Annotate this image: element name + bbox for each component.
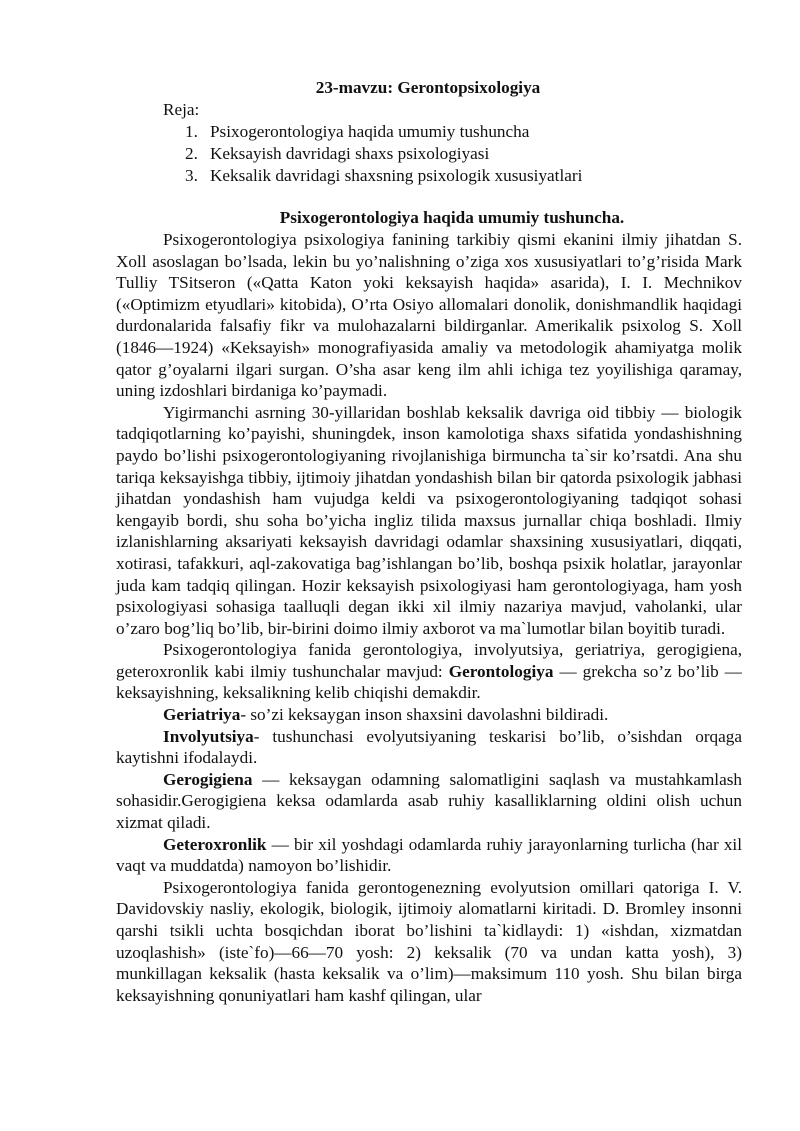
paragraph: Psixogerontologiya psixologiya fanining tarkibiy qismi ekanini ilmiy jihatdan S. Xoll asoslagan bo’lsada, lekin bu yo’nalishning o’ziga xos xususiyatlari to’g’risida Mark Tulliy TSitseron («Qatta Katon yoki keksayish haqida» asarida), I. I. Mechnikov («Optimizm etyudlari» kitobida), O’rta Osiyo allomalari donolik, donishmandlik haqidagi durdonalarida falsafiy fikr va mulohazalarni bildirganlar. Amerikalik psixolog S. Xoll (1846—1924) «Keksayish» monografiyasida amaliy va metodologik ahamiyatga molik qator g’oyalarni ilgari surgan. O’sha asar keng ilm ahli ichiga tez yoyilishiga qaramay, uning izdoshlari birdaniga ko’paymadi. — [116, 230, 742, 401]
term-definition: - tushunchasi evolyutsiyaning teskarisi bo’lib, o’sishdan orqaga kaytishni ifodalaydi. — [116, 726, 742, 768]
term-geriatriya: Geriatriya — [163, 705, 241, 725]
plan-item — [185, 143, 582, 165]
term-geteroxronlik: Geteroxronlik — [163, 834, 267, 854]
paragraph: Yigirmanchi asrning 30-yillaridan boshlab keksalik davriga oid tibbiy — biologik tadqiqotlarning ko’payishi, shuningdek, inson kamolotiga shaxs sifatida yondashishning paydo bo’lishi psixogerontologiyaning rivojlanishiga birmuncha ta`sir ko’rsatdi. Ana shu tariqa keksayishga tibbiy, ijtimoiy jihatdan yondashish bilan bir qatorda psixologik jabhasi jihatdan yondashish ham vujudga keldi va psixogerontologiyaning tadqiqot sohasi kengayib bordi, shu soha bo’yicha ingliz tilida maxsus jurnallar chiqa boshladi. Ilmiy izlanishlarning aksariyati keksayish davridagi odamlar shaxsining xususiyatlari, diqqati, xotirasi, tafakkuri, aql-zakovatiga bag’ishlangan bo’lib, boshqa psixik holatlar, jarayonlar juda kam tadqiq qilingan. Hozir keksayish psixologiyasi ham gerontologiyaga, ham yosh psixologiyasi sohasiga taalluqli degan ikki xil ilmiy nazariya mavjud, vaholanki, ular o’zaro bog’liq bo’lib, bir-birini doimo ilmiy axborot va ma`lumotlar bilan boyitib turadi. — [116, 402, 742, 638]
document-title: 23-mavzu: Gerontopsixologiya — [315, 78, 541, 97]
plan-item-number: 1. — [185, 122, 198, 141]
paragraph-text: Psixogerontologiya fanida gerontologiya, involyutsiya, geriatriya, gerogigiena, geteroxronlik kabi ilmiy tushunchalar mavjud: — [116, 640, 742, 681]
plan-item-text: Psixogerontologiya haqida umumiy tushuncha — [210, 122, 530, 141]
plan-item — [185, 121, 582, 143]
plan-item-number: 3. — [185, 166, 198, 185]
term-definition: — grekcha so’z bo’lib — keksayishning, keksalikning kelib chiqishi demakdir. — [116, 661, 742, 703]
term-gerontologiya: Gerontologiya — [448, 661, 554, 681]
plan-list — [185, 121, 582, 187]
paragraph — [116, 704, 742, 726]
term-definition: - so’zi keksaygan inson shaxsini davolashni bildiradi. — [240, 705, 609, 725]
plan-item-text: Keksayish davridagi shaxs psixologiyasi — [210, 144, 490, 163]
paragraph: Psixogerontologiya fanida gerontogenezning evolyutsion omillari qatoriga I. V. Davidovskiy nasliy, ekologik, biologik, ijtimoiy alomatlarni kiritadi. D. Bromley insonni qarshi tsikli uchta bosqichdan iborat bo’lishini ta`kidlaydi: 1) «ishdan, xizmatdan uzoqlashish» (iste`fo)—66—70 yosh: 2) keksalik (70 va undan katta yosh), 3) munkillagan keksalik (hasta keksalik va o’lim)—maksimum 110 yosh. Shu bilan birga keksayishning qonuniyatlari ham kashf qilingan, ular — [116, 877, 742, 1005]
plan-label: Reja: — [163, 100, 200, 119]
plan-item-number: 2. — [185, 144, 198, 163]
term-gerogigiena: Gerogigiena — [163, 769, 253, 789]
paragraph — [116, 834, 742, 877]
paragraph — [116, 726, 742, 769]
paragraph — [116, 639, 742, 704]
term-involyutsiya: Involyutsiya — [163, 726, 254, 746]
section-title: Psixogerontologiya haqida umumiy tushuncha. — [279, 208, 625, 227]
term-definition: — keksaygan odamning salomatligini saqlash va mustahkamlash sohasidir.Gerogigiena keksa odamlarda asab ruhiy kasalliklarning oldini olish uchun xizmat qiladi. — [116, 769, 742, 833]
term-definition: — bir xil yoshdagi odamlarda ruhiy jarayonlarning turlicha (har xil vaqt va muddatda) namoyon bo’lishidir. — [116, 834, 742, 876]
plan-item-text: Keksalik davridagi shaxsning psixologik xususiyatlari — [210, 166, 583, 185]
paragraph — [116, 769, 742, 834]
plan-item — [185, 165, 582, 187]
body-text — [116, 229, 742, 1006]
